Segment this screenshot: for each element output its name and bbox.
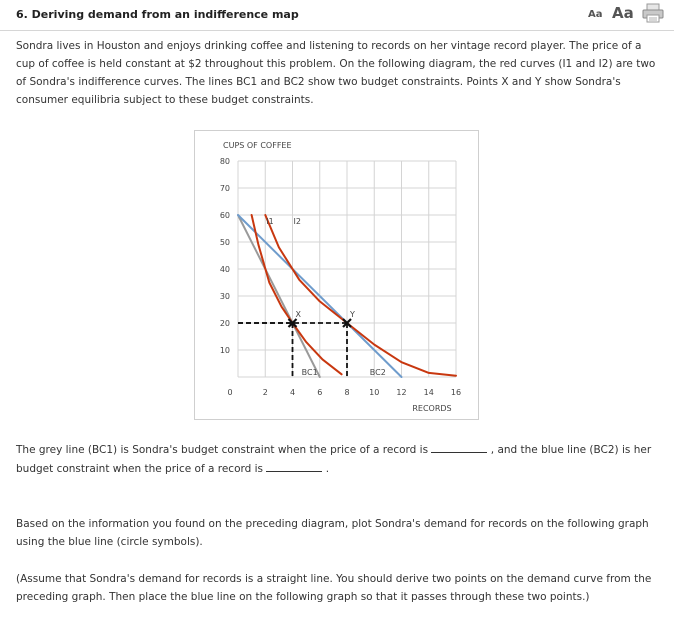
curve-label: BC1 xyxy=(301,368,318,378)
note-text: (Assume that Sondra's demand for records is a straight line. You should derive two points on the demand curve from the preceding graph. Then place the blue line on the following graph so that it passes through these two points.) xyxy=(16,573,652,603)
question-title: 6. Deriving demand from an indifference map xyxy=(16,8,299,21)
x-axis-label: RECORDS xyxy=(412,404,452,413)
question-header xyxy=(0,0,674,31)
y-tick-label: 70 xyxy=(219,184,230,193)
question-1-part2: , and the blue line (BC2) is her budget constraint when the price of a record is xyxy=(16,444,652,475)
question-1-text xyxy=(16,440,658,478)
x-tick-label: 8 xyxy=(344,388,350,397)
instruction-text: Based on the information you found on the preceding diagram, plot Sondra's demand for records on the following graph using the blue line (circle symbols). xyxy=(16,518,649,548)
y-tick-label: 10 xyxy=(219,346,230,355)
x-tick-label: 10 xyxy=(369,388,380,397)
y-axis-label: CUPS OF COFFEE xyxy=(223,141,292,150)
point-label: X xyxy=(295,310,301,319)
x-tick-label: 2 xyxy=(262,388,268,397)
series-i2 xyxy=(265,215,456,376)
print-icon[interactable] xyxy=(642,3,664,23)
curve-label: I2 xyxy=(293,217,301,226)
x-tick-label: 0 xyxy=(227,388,233,397)
x-tick-label: 12 xyxy=(396,388,407,397)
y-tick-label: 20 xyxy=(219,319,230,328)
y-tick-label: 80 xyxy=(219,157,230,166)
x-tick-label: 16 xyxy=(450,388,462,397)
chart-svg xyxy=(195,131,478,419)
price-blank-2[interactable] xyxy=(266,459,322,472)
y-tick-label: 60 xyxy=(219,211,230,220)
x-tick-label: 4 xyxy=(289,388,296,397)
text-size-small-button[interactable]: Aa xyxy=(588,9,603,20)
point-label: Y xyxy=(350,310,355,319)
x-tick-label: 6 xyxy=(317,388,323,397)
curve-label: BC2 xyxy=(369,368,386,378)
y-tick-label: 30 xyxy=(219,292,230,301)
indifference-chart xyxy=(194,130,479,420)
y-tick-label: 50 xyxy=(219,238,230,247)
intro-text: Sondra lives in Houston and enjoys drinking coffee and listening to records on her vintage record player. The price of a cup of coffee is held constant at $2 throughout this problem. On the following diagram, the red curves (I1 and I2) are two of Sondra's indifference curves. The lines BC1 and BC2 show two budget constraints. Points X and Y show Sondra's consumer equilibria subject to these budget constraints. xyxy=(16,40,656,106)
question-1-part3: . xyxy=(325,463,330,475)
curve-label: I1 xyxy=(266,217,274,226)
question-1-part1: The grey line (BC1) is Sondra's budget constraint when the price of a record is xyxy=(16,444,429,456)
y-tick-label: 40 xyxy=(219,265,230,274)
x-tick-label: 14 xyxy=(423,388,434,397)
text-size-large-button[interactable]: Aa xyxy=(612,4,634,22)
price-blank-1[interactable] xyxy=(431,440,487,453)
